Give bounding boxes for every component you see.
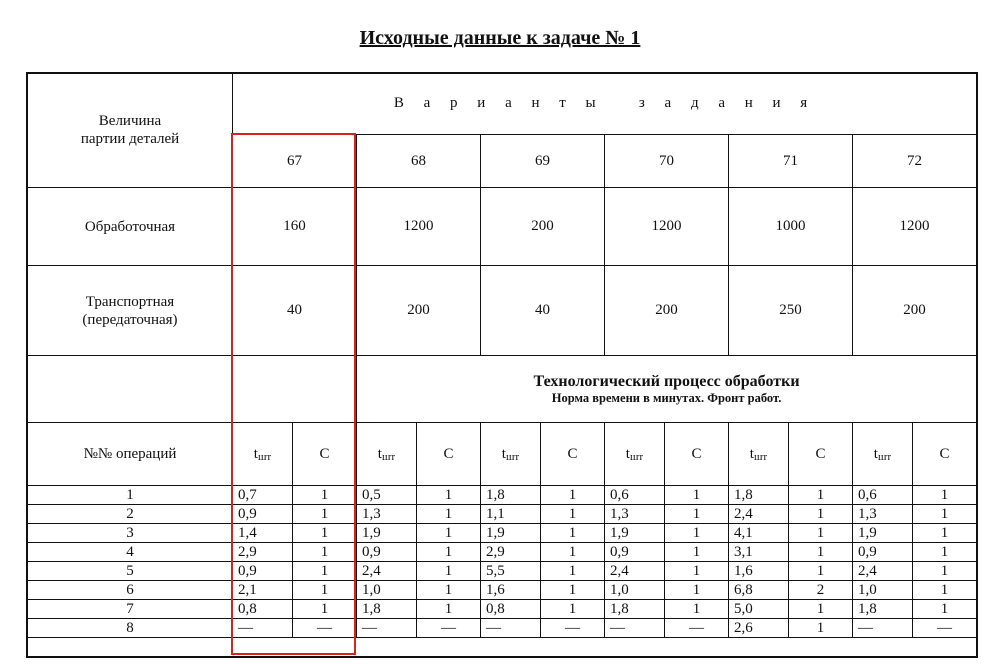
time-value: 5,0 (729, 600, 789, 619)
time-value: 2,1 (233, 581, 293, 600)
processing-value: 1000 (729, 188, 853, 266)
transport-value: 40 (481, 266, 605, 356)
op-number: 6 (28, 581, 233, 600)
count-value: 1 (541, 600, 605, 619)
count-value: 1 (541, 505, 605, 524)
count-value: 1 (913, 581, 977, 600)
time-value: 6,8 (729, 581, 789, 600)
table-row (28, 543, 977, 562)
count-value: 1 (789, 600, 853, 619)
count-value: — (293, 619, 357, 638)
time-value: 0,9 (853, 543, 913, 562)
time-value: 1,0 (853, 581, 913, 600)
page-title: Исходные данные к задаче № 1 (359, 27, 641, 49)
time-value: 1,3 (853, 505, 913, 524)
time-value: 1,9 (357, 524, 417, 543)
count-value: 1 (913, 600, 977, 619)
time-value: 1,1 (481, 505, 541, 524)
count-value: 1 (665, 543, 729, 562)
time-value: — (233, 619, 293, 638)
count-value: — (913, 619, 977, 638)
time-value: 0,8 (233, 600, 293, 619)
ops-label: №№ операций (28, 423, 233, 486)
t-subscript: шт (257, 450, 272, 463)
time-value: — (853, 619, 913, 638)
c-header: С (789, 423, 853, 486)
count-value: 1 (789, 524, 853, 543)
t-subscript: шт (505, 450, 520, 463)
count-value: 1 (913, 524, 977, 543)
process-empty-cell (28, 356, 233, 423)
variant-69: 69 (481, 135, 605, 188)
time-value: — (605, 619, 665, 638)
processing-value: 1200 (605, 188, 729, 266)
count-value: 1 (417, 600, 481, 619)
variant-68: 68 (357, 135, 481, 188)
count-value: 1 (665, 562, 729, 581)
time-value: 2,4 (853, 562, 913, 581)
time-value: 1,9 (481, 524, 541, 543)
op-number: 5 (28, 562, 233, 581)
table-row (28, 524, 977, 543)
count-value: 1 (417, 505, 481, 524)
t-header (729, 423, 789, 486)
t-subscript: шт (877, 450, 892, 463)
table-row (28, 505, 977, 524)
count-value: 1 (789, 543, 853, 562)
count-value: 1 (293, 524, 357, 543)
count-value: 1 (293, 486, 357, 505)
count-value: 2 (789, 581, 853, 600)
time-value: 1,6 (481, 581, 541, 600)
transport-label-text: Транспортная (передаточная) (82, 293, 178, 328)
process-title: Технологический процесс обработки (533, 372, 800, 390)
transport-value: 40 (233, 266, 357, 356)
processing-value: 1200 (853, 188, 977, 266)
t-header (481, 423, 541, 486)
count-value: 1 (541, 562, 605, 581)
count-value: 1 (665, 581, 729, 600)
count-value: 1 (293, 543, 357, 562)
process-title-cell (357, 356, 977, 423)
batch-size-label (28, 73, 233, 188)
table-row (28, 562, 977, 581)
transport-label (28, 266, 233, 356)
transport-value: 250 (729, 266, 853, 356)
t-symbol: t (749, 445, 754, 462)
time-value: 2,6 (729, 619, 789, 638)
time-value: 2,4 (605, 562, 665, 581)
time-value: 1,9 (853, 524, 913, 543)
time-value: 1,8 (357, 600, 417, 619)
processing-value: 160 (233, 188, 357, 266)
count-value: 1 (913, 505, 977, 524)
op-number: 7 (28, 600, 233, 619)
count-value: 1 (541, 581, 605, 600)
count-value: 1 (913, 486, 977, 505)
time-value: 2,4 (729, 505, 789, 524)
count-value: 1 (789, 505, 853, 524)
count-value: 1 (293, 505, 357, 524)
count-value: 1 (541, 524, 605, 543)
count-value: 1 (913, 543, 977, 562)
t-symbol: t (625, 445, 630, 462)
count-value: — (417, 619, 481, 638)
processing-label: Обработочная (28, 188, 233, 266)
count-value: 1 (665, 486, 729, 505)
op-number: 2 (28, 505, 233, 524)
time-value: 1,0 (605, 581, 665, 600)
count-value: 1 (293, 600, 357, 619)
count-value: 1 (417, 543, 481, 562)
c-header: С (665, 423, 729, 486)
count-value: 1 (665, 600, 729, 619)
process-subtitle: Норма времени в минутах. Фронт работ. (551, 390, 782, 405)
table-row (28, 619, 977, 638)
time-value: 3,1 (729, 543, 789, 562)
time-value: 1,3 (605, 505, 665, 524)
time-value: 1,9 (605, 524, 665, 543)
t-symbol: t (873, 445, 878, 462)
time-value: 4,1 (729, 524, 789, 543)
variant-70: 70 (605, 135, 729, 188)
time-value: 1,8 (605, 600, 665, 619)
op-number: 1 (28, 486, 233, 505)
time-value: 0,7 (233, 486, 293, 505)
time-value: 1,8 (853, 600, 913, 619)
time-value: 1,3 (357, 505, 417, 524)
processing-value: 1200 (357, 188, 481, 266)
time-value: 1,0 (357, 581, 417, 600)
count-value: — (665, 619, 729, 638)
transport-value: 200 (357, 266, 481, 356)
variants-title-text: В а р и а н т ы з а д а н и я (393, 95, 816, 111)
count-value: — (541, 619, 605, 638)
t-symbol: t (253, 445, 258, 462)
count-value: 1 (789, 562, 853, 581)
op-number: 4 (28, 543, 233, 562)
table-row (28, 600, 977, 619)
transport-value: 200 (605, 266, 729, 356)
count-value: 1 (417, 562, 481, 581)
time-value: 0,9 (605, 543, 665, 562)
time-value: 0,9 (233, 562, 293, 581)
count-value: 1 (913, 562, 977, 581)
variant-67: 67 (233, 135, 357, 188)
time-value: 0,6 (853, 486, 913, 505)
c-header: С (541, 423, 605, 486)
count-value: 1 (293, 581, 357, 600)
t-header (853, 423, 913, 486)
transport-row (28, 266, 977, 356)
time-value: 0,9 (357, 543, 417, 562)
table-row (28, 581, 977, 600)
time-value: 0,9 (233, 505, 293, 524)
batch-size-text: Величина партии деталей (80, 113, 180, 147)
time-value: 1,8 (481, 486, 541, 505)
table-row (28, 486, 977, 505)
count-value: 1 (665, 524, 729, 543)
count-value: 1 (417, 524, 481, 543)
time-value: 0,6 (605, 486, 665, 505)
variant-71: 71 (729, 135, 853, 188)
time-value: 0,5 (357, 486, 417, 505)
processing-row (28, 188, 977, 266)
c-header: С (417, 423, 481, 486)
time-value: 2,9 (233, 543, 293, 562)
op-number: 3 (28, 524, 233, 543)
count-value: 1 (417, 581, 481, 600)
time-value: 0,8 (481, 600, 541, 619)
count-value: 1 (789, 619, 853, 638)
time-value: 5,5 (481, 562, 541, 581)
t-header (357, 423, 417, 486)
c-header: С (293, 423, 357, 486)
variant-72: 72 (853, 135, 977, 188)
count-value: 1 (665, 505, 729, 524)
count-value: 1 (541, 543, 605, 562)
count-value: 1 (541, 486, 605, 505)
variants-title (233, 73, 977, 135)
time-value: 2,4 (357, 562, 417, 581)
time-value: 2,9 (481, 543, 541, 562)
time-value: — (357, 619, 417, 638)
count-value: 1 (293, 562, 357, 581)
count-value: 1 (417, 486, 481, 505)
t-subscript: шт (629, 450, 644, 463)
transport-value: 200 (853, 266, 977, 356)
t-symbol: t (377, 445, 382, 462)
c-header: С (913, 423, 977, 486)
t-subscript: шт (381, 450, 396, 463)
op-number: 8 (28, 619, 233, 638)
t-subscript: шт (753, 450, 768, 463)
time-value: 1,8 (729, 486, 789, 505)
time-value: 1,4 (233, 524, 293, 543)
processing-value: 200 (481, 188, 605, 266)
time-value: 1,6 (729, 562, 789, 581)
process-empty-cell-67 (233, 356, 357, 423)
time-value: — (481, 619, 541, 638)
process-row (28, 356, 977, 423)
ops-header-row (28, 423, 977, 486)
t-symbol: t (501, 445, 506, 462)
t-header (605, 423, 665, 486)
data-table (27, 72, 977, 638)
count-value: 1 (789, 486, 853, 505)
t-header (233, 423, 293, 486)
